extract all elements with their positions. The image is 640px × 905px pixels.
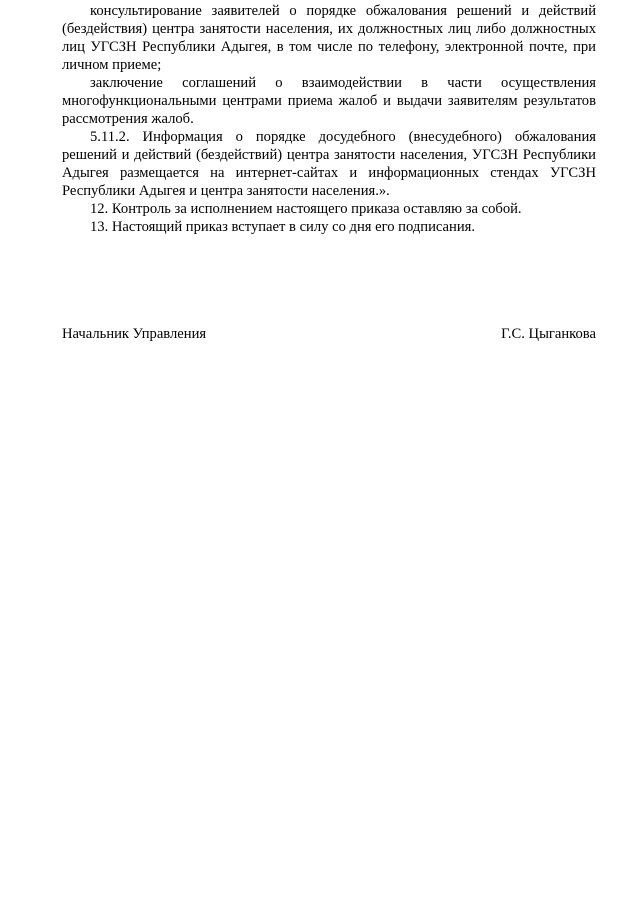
paragraph-5-11-2: 5.11.2. Информация о порядке досудебного (внесудебного) обжалования решений и действий (бездействий) центра занятости населения, УГСЗН Республики Адыгея размещается на интернет-сайтах и информационных стендах УГСЗН Республики Адыгея и центра занятости населения.». xyxy=(62,129,596,199)
signature-block xyxy=(62,325,596,343)
signatory-name: Г.С. Цыганкова xyxy=(501,326,596,342)
signatory-position: Начальник Управления xyxy=(62,326,207,342)
paragraph-agreements: заключение соглашений о взаимодействии в части осуществления многофункциональными центрами приема жалоб и выдачи заявителям результатов рассмотрения жалоб. xyxy=(62,75,596,127)
paragraph-12: 12. Контроль за исполнением настоящего приказа оставляю за собой. xyxy=(90,201,522,217)
paragraph-consulting: консультирование заявителей о порядке обжалования решений и действий (бездействия) центра занятости населения, их должностных лиц либо должностных лиц УГСЗН Республики Адыгея, в том числе по телефону, электронной почте, при личном приеме; xyxy=(62,3,596,73)
paragraph-13: 13. Настоящий приказ вступает в силу со дня его подписания. xyxy=(90,219,476,235)
document-body xyxy=(62,2,596,236)
